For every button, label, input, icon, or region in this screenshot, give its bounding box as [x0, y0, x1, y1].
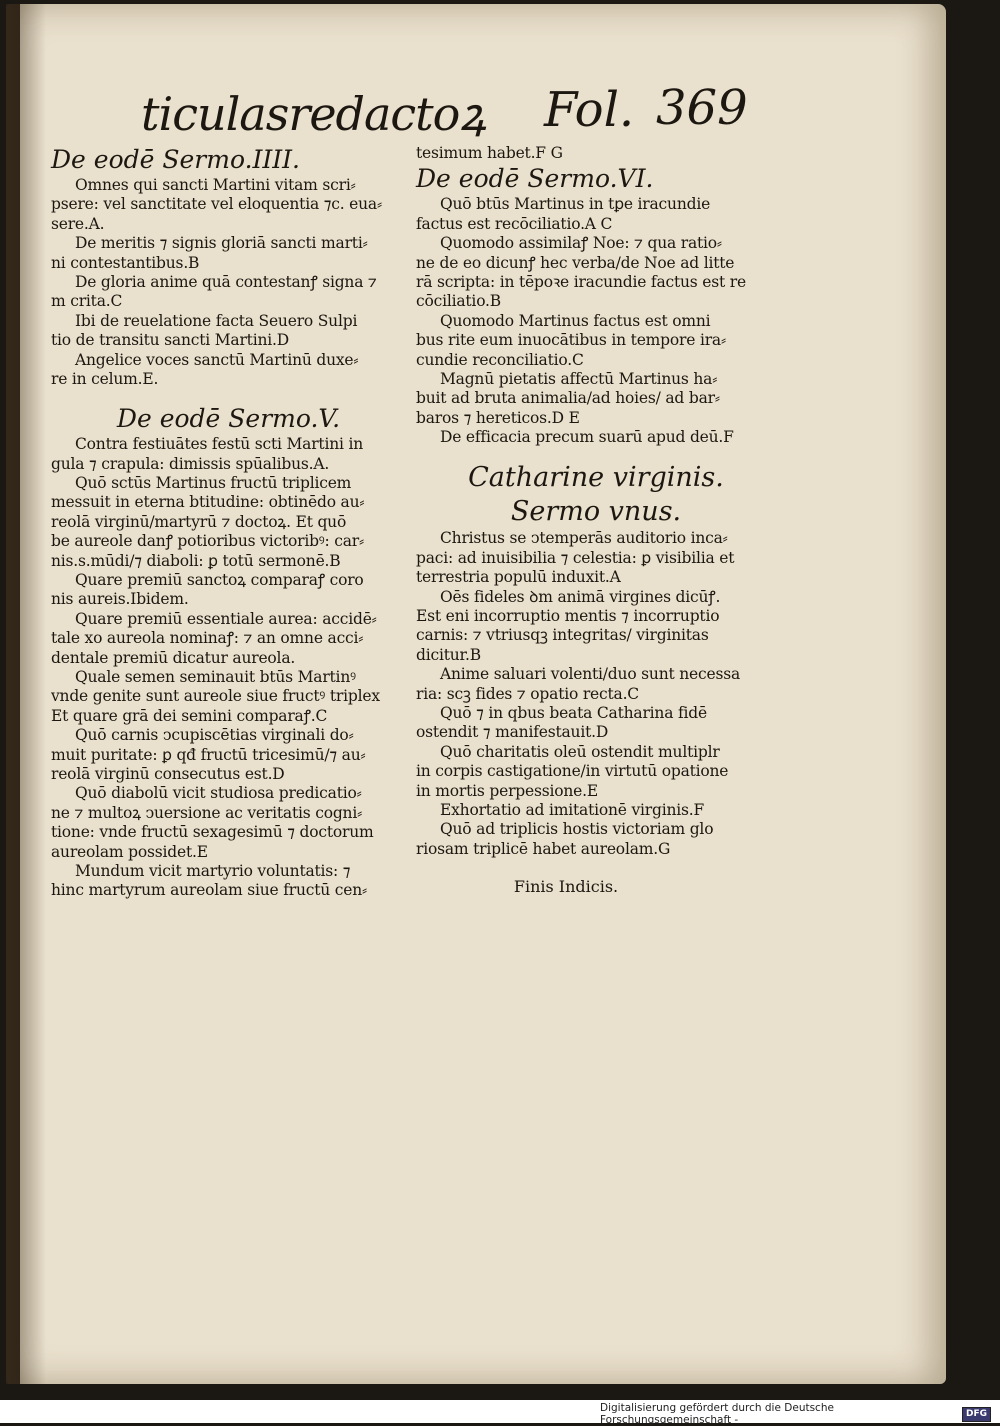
index-entry-line: Oēs fideles ꝺm animā virgines dicūꝭ. — [440, 587, 721, 606]
index-entry-line: carnis: ⁊ vtriusqꝫ integritas/ virginitas — [416, 626, 709, 645]
index-entry-line: re in celum.E. — [51, 369, 159, 388]
sermon-heading: De eodē Sermo.V. — [116, 404, 341, 434]
running-head — [6, 82, 946, 142]
sermon-heading: De eodē Sermo.IIII. — [51, 145, 300, 174]
index-entry-line: De gloria anime quā contestanꝭ signa ⁊ — [75, 272, 377, 291]
dfg-logo: DFG — [962, 1407, 991, 1422]
index-entry-line: riosam triplicē habet aureolam.G — [416, 839, 671, 858]
index-entry-line: Quare premiū sanctoꝝ comparaꝭ coro — [75, 571, 364, 590]
index-entry-line: Et quare grā dei semini comparaꝭ.C — [51, 706, 328, 725]
index-entry-line: Christus se ↄtemperās auditorio inca⸗ — [440, 529, 728, 548]
index-entry-line: tale xo aureola nominaꝭ: ⁊ an omne acci⸗ — [51, 629, 364, 648]
index-entry-line: Quō sctūs Martinus fructū triplicem — [75, 474, 352, 493]
index-entry-line: baros ⁊ hereticos.D E — [416, 408, 580, 427]
index-entry-line: sere.A. — [51, 214, 105, 233]
index-entry-line: in corpis castigatione/in virtutū opatione — [416, 762, 729, 781]
index-entry-line: Quō btūs Martinus in tꝑe iracundie — [440, 195, 711, 214]
section-spacer — [51, 389, 406, 403]
index-entry-line: Quomodo assimilaꝭ Noe: ⁊ qua ratio⸗ — [440, 234, 722, 253]
index-entry-line: Quō charitatis oleū ostendit multiplr — [440, 742, 720, 761]
index-entry-line: Quō carnis ↄcupiscētias virginali do⸗ — [75, 726, 354, 745]
index-entry-line: Quale semen seminauit btūs Martinꝰ — [75, 667, 356, 686]
index-entry-line: psere: vel sanctitate vel eloquentia ⁊c. eua⸗ — [51, 195, 382, 214]
index-entry-line: messuit in eterna btitudine: obtinēdo au⸗ — [51, 493, 365, 512]
index-entry-line: gula ⁊ crapula: dimissis spūalibus.A. — [51, 454, 330, 473]
index-entry-line: vnde genite sunt aureole siue fructꝰ triplex — [51, 687, 380, 706]
index-entry-line: Contra festiuātes festū scti Martini in — [75, 435, 364, 454]
index-entry-line: factus est recōciliatio.A C — [416, 214, 613, 233]
index-entry-line: buit ad bruta animalia/ad hoies/ ad bar⸗ — [416, 389, 720, 408]
index-entry-line: muit puritate: ꝑ qđ fructū tricesimū/⁊ au⸗ — [51, 745, 366, 764]
index-entry-line: De meritis ⁊ signis gloriā sancti marti⸗ — [75, 234, 368, 253]
right-text-column — [416, 144, 776, 896]
index-entry-line: hinc martyrum aureolam siue fructū cen⸗ — [51, 881, 367, 900]
section-title: Sermo vnus. — [510, 496, 682, 528]
index-entry-line: ria: scꝫ fides ⁊ opatio recta.C — [416, 684, 639, 703]
index-entry-line: Quō diabolū vicit studiosa predicatio⸗ — [75, 784, 362, 803]
section-spacer — [416, 447, 776, 461]
index-entry-line: De efficacia precum suarū apud deū.F — [440, 428, 734, 447]
digitization-credit-text: Digitalisierung gefördert durch die Deutsche Forschungsgemeinschaft - — [600, 1402, 834, 1426]
index-entry-line: Quare premiū essentiale aurea: accidē⸗ — [75, 609, 377, 628]
index-entry-line: tione: vnde fructū sexagesimū ⁊ doctorum — [51, 823, 374, 842]
index-entry-line: Omnes qui sancti Martini vitam scri⸗ — [75, 176, 356, 194]
index-entry-line: in mortis perpessione.E — [416, 781, 598, 800]
index-entry-line: dicitur.B — [416, 645, 481, 664]
index-entry-line: cōciliatio.B — [416, 292, 501, 311]
left-text-column — [51, 144, 406, 901]
index-entry-line: Magnū pietatis affectū Martinus ha⸗ — [440, 369, 718, 388]
index-entry-line: cundie reconciliatio.C — [416, 350, 584, 369]
index-entry-line: Ibi de reuelatione facta Seuero Sulpi — [75, 311, 358, 330]
index-entry-line: ne de eo dicunꝭ hec verba/de Noe ad litte — [416, 253, 735, 272]
index-entry-line: terrestria populū induxit.A — [416, 568, 621, 587]
index-entry-line: tesimum habet.F G — [416, 144, 563, 162]
index-entry-line: dentale premiū dicatur aureola. — [51, 648, 296, 667]
running-head-title: ticulasredactoꝝ — [141, 87, 485, 141]
index-entry-line: nis aureis.Ibidem. — [51, 590, 189, 609]
index-entry-line: Quō ⁊ in qbus beata Catharina fidē — [440, 703, 707, 722]
index-entry-line: Mundum vicit martyrio voluntatis: ⁊ — [75, 861, 351, 880]
finis-line: Finis Indicis. — [513, 877, 619, 897]
index-entry-line: Quomodo Martinus factus est omni — [440, 311, 711, 330]
index-entry-line: Est eni incorruptio mentis ⁊ incorruptio — [416, 607, 720, 626]
index-entry-line: be aureole danꝭ potioribus victoribꝰ: car⸗ — [51, 532, 364, 551]
section-title: Catharine virginis. — [468, 462, 724, 494]
index-entry-line: reolā virginū/martyrū ⁊ doctoꝝ. Et quō — [51, 512, 347, 531]
index-entry-line: rā scripta: in tēpoꝛe iracundie factus est re — [416, 272, 746, 291]
digitization-credit — [600, 1402, 995, 1426]
book-page — [6, 4, 946, 1384]
index-entry-line: m crita.C — [51, 292, 123, 311]
index-entry-line: Anime saluari volenti/duo sunt necessa — [440, 665, 741, 684]
folio-number: 369 — [656, 80, 748, 136]
sermon-heading: De eodē Sermo.VI. — [416, 164, 654, 194]
index-entry-line: ne ⁊ multoꝝ ↄuersione ac veritatis cogni⸗ — [51, 803, 363, 822]
index-entry-line: Quō ad triplicis hostis victoriam glo — [440, 820, 714, 839]
index-entry-line: Angelice voces sanctū Martinū duxe⸗ — [75, 350, 359, 369]
index-entry-line: ostendit ⁊ manifestauit.D — [416, 723, 609, 742]
folio-label: Fol. — [544, 82, 635, 138]
index-entry-line: bus rite eum inuocātibus in tempore ira⸗ — [416, 331, 726, 350]
index-entry-line: aureolam possidet.E — [51, 842, 208, 861]
index-entry-line: paci: ad inuisibilia ⁊ celestia: ꝑ visibilia et — [416, 548, 735, 567]
index-entry-line: Exhortatio ad imitationē virginis.F — [440, 800, 705, 819]
index-entry-line: tio de transitu sancti Martini.D — [51, 331, 289, 350]
index-entry-line: nis.s.mūdi/⁊ diaboli: ꝑ totū sermonē.B — [51, 551, 341, 570]
index-entry-line: ni contestantibus.B — [51, 253, 200, 272]
index-entry-line: reolā virginū consecutus est.D — [51, 764, 285, 783]
page-gutter-shadow — [6, 4, 46, 1384]
